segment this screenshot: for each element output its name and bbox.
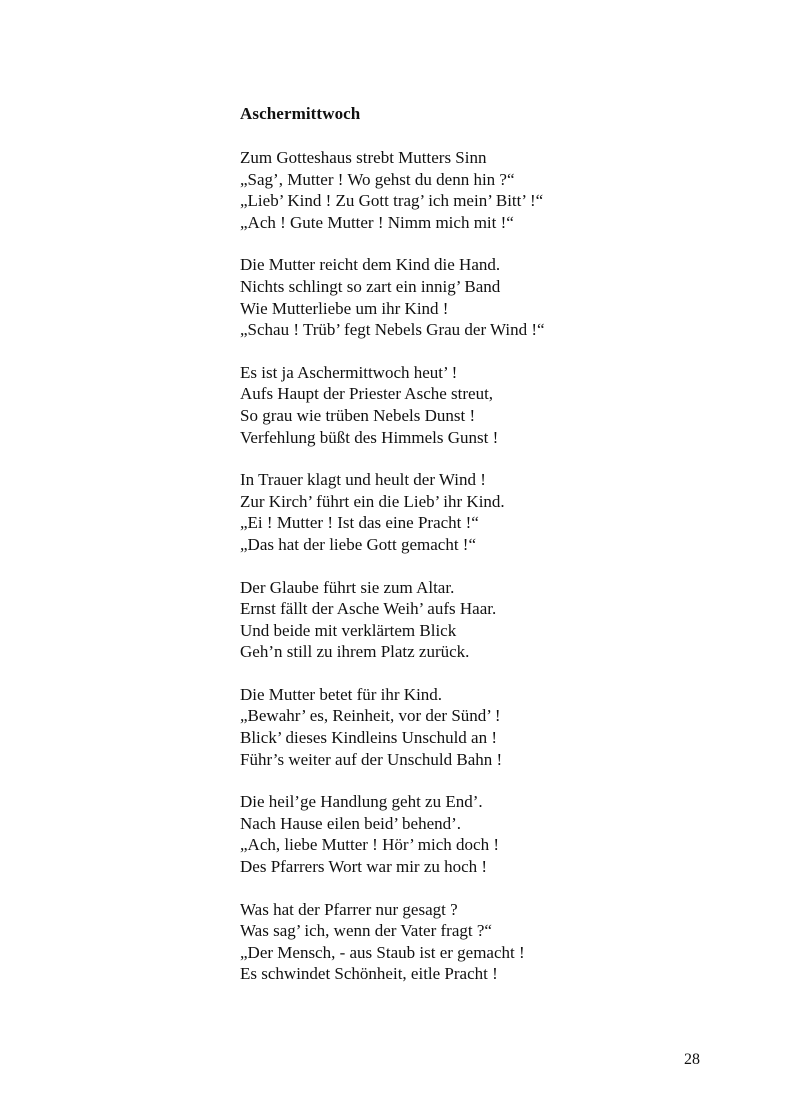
poem-title: Aschermittwoch <box>240 104 361 123</box>
poem-body <box>240 147 660 1006</box>
poem-line: „Sag’, Mutter ! Wo gehst du denn hin ?“ <box>240 169 515 189</box>
poem-line: Wie Mutterliebe um ihr Kind ! <box>240 298 449 318</box>
poem-line: Die Mutter reicht dem Kind die Hand. <box>240 255 501 275</box>
poem-line: Es ist ja Aschermittwoch heut’ ! <box>240 362 458 382</box>
poem-line: Die Mutter betet für ihr Kind. <box>240 684 443 704</box>
poem-line: Es schwindet Schönheit, eitle Pracht ! <box>240 964 498 984</box>
poem-line: Führ’s weiter auf der Unschuld Bahn ! <box>240 749 503 769</box>
poem-line: Und beide mit verklärtem Blick <box>240 620 457 640</box>
poem-line: Aufs Haupt der Priester Asche streut, <box>240 384 494 404</box>
stanza-6 <box>240 684 660 770</box>
stanza-3 <box>240 362 660 448</box>
stanza-7 <box>240 791 660 877</box>
poem-line: Blick’ dieses Kindleins Unschuld an ! <box>240 728 498 748</box>
poem-line: Zur Kirch’ führt ein die Lieb’ ihr Kind. <box>240 491 505 511</box>
poem-line: Ernst fällt der Asche Weih’ aufs Haar. <box>240 599 497 619</box>
poem-line: Die heil’ge Handlung geht zu End’. <box>240 792 483 812</box>
poem-line: Der Glaube führt sie zum Altar. <box>240 577 455 597</box>
poem-line: „Ei ! Mutter ! Ist das eine Pracht !“ <box>240 513 479 533</box>
stanza-2 <box>240 254 660 340</box>
stanza-5 <box>240 577 660 663</box>
poem-line: „Der Mensch, - aus Staub ist er gemacht ! <box>240 942 525 962</box>
page-number: 28 <box>684 1051 700 1068</box>
poem-line: Des Pfarrers Wort war mir zu hoch ! <box>240 857 488 877</box>
poem-line: „Ach ! Gute Mutter ! Nimm mich mit !“ <box>240 212 514 232</box>
poem-line: Nach Hause eilen beid’ behend’. <box>240 813 462 833</box>
poem-line: „Das hat der liebe Gott gemacht !“ <box>240 534 477 554</box>
poem-line: „Lieb’ Kind ! Zu Gott trag’ ich mein’ Bitt’ !“ <box>240 191 544 211</box>
poem-line: Geh’n still zu ihrem Platz zurück. <box>240 642 470 662</box>
poem-line: „Bewahr’ es, Reinheit, vor der Sünd’ ! <box>240 706 501 726</box>
poem-line: „Ach, liebe Mutter ! Hör’ mich doch ! <box>240 835 500 855</box>
poem-line: Was hat der Pfarrer nur gesagt ? <box>240 899 458 919</box>
poem-line: In Trauer klagt und heult der Wind ! <box>240 470 486 490</box>
stanza-8 <box>240 899 660 985</box>
stanza-4 <box>240 469 660 555</box>
poem-line: Verfehlung büßt des Himmels Gunst ! <box>240 427 499 447</box>
stanza-1 <box>240 147 660 233</box>
poem-line: Was sag’ ich, wenn der Vater fragt ?“ <box>240 921 492 941</box>
poem-line: Nichts schlingt so zart ein innig’ Band <box>240 276 501 296</box>
poem-line: „Schau ! Trüb’ fegt Nebels Grau der Wind !“ <box>240 320 545 340</box>
poem-line: So grau wie trüben Nebels Dunst ! <box>240 405 476 425</box>
poem-line: Zum Gotteshaus strebt Mutters Sinn <box>240 148 487 167</box>
